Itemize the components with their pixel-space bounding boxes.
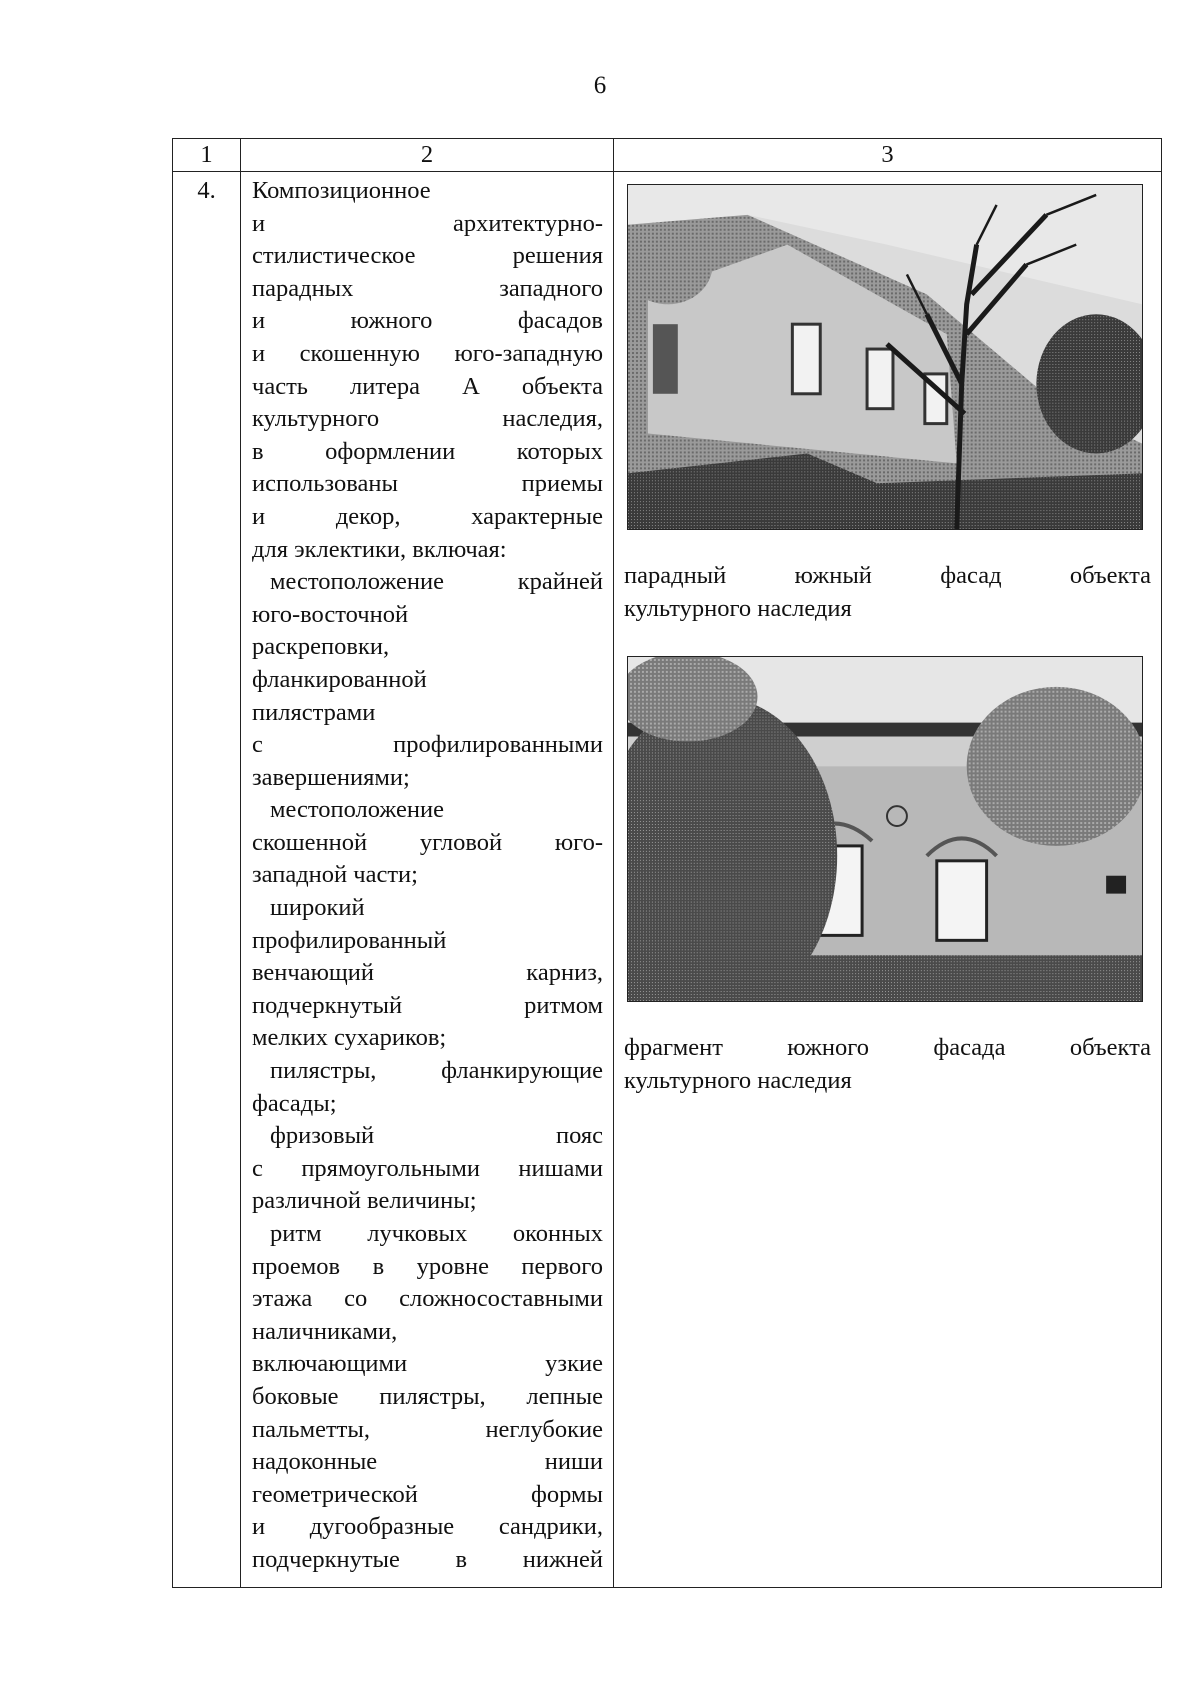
photo-south-facade <box>627 184 1143 530</box>
table-row <box>173 172 1162 1588</box>
criteria-line: использованы приемы <box>252 470 603 498</box>
criteria-line: юго-восточной <box>252 600 409 628</box>
photo-south-facade-fragment <box>627 656 1143 1002</box>
criteria-line: местоположение <box>270 796 444 824</box>
criteria-line: мелких сухариков; <box>252 1024 447 1052</box>
criteria-line: раскреповки, <box>252 633 390 661</box>
column-header-3: 3 <box>614 139 1162 172</box>
criteria-line: венчающий карниз, <box>252 959 603 987</box>
criteria-line: западной части; <box>252 861 418 889</box>
criteria-line: наличниками, <box>252 1317 398 1345</box>
caption-2-line-1: фрагмент южного фасада объекта <box>624 1034 1151 1062</box>
criteria-line: профилированный <box>252 926 447 954</box>
caption-2-line-2: культурного наследия <box>624 1066 852 1094</box>
criteria-line: и южного фасадов <box>252 307 603 335</box>
criteria-line: геометрической формы <box>252 1480 603 1508</box>
criteria-line: с прямоугольными нишами <box>252 1154 603 1182</box>
criteria-line: и дугообразные сандрики, <box>252 1513 603 1541</box>
criteria-line: Композиционное <box>252 177 431 204</box>
criteria-line: завершениями; <box>252 763 410 791</box>
criteria-line: местоположение крайней <box>270 568 603 596</box>
criteria-line: скошенной угловой юго- <box>252 828 603 856</box>
photo-caption-1 <box>624 560 1151 625</box>
criteria-line: и декор, характерные <box>252 502 603 530</box>
criteria-line: ритм лучковых оконных <box>270 1220 603 1247</box>
criteria-line: и архитектурно- <box>252 209 603 237</box>
criteria-line: стилистическое решения <box>252 242 603 270</box>
criteria-description <box>241 172 614 1588</box>
criteria-line: широкий <box>270 894 365 922</box>
criteria-line: в оформлении которых <box>252 437 603 465</box>
criteria-line: пилястрами <box>252 698 376 726</box>
criteria-line: для эклектики, включая: <box>252 535 507 563</box>
criteria-line: и скошенную юго-западную <box>252 339 603 367</box>
criteria-line: фланкированной <box>252 665 427 693</box>
criteria-line: парадных западного <box>252 274 603 302</box>
heritage-elements-table <box>172 138 1162 1588</box>
criteria-line: фасады; <box>252 1089 337 1117</box>
column-header-2: 2 <box>241 139 614 172</box>
caption-1-line-1: парадный южный фасад объекта <box>624 562 1151 589</box>
row-number: 4. <box>173 172 241 1588</box>
criteria-line: пилястры, фланкирующие <box>270 1057 603 1085</box>
photo-caption-2 <box>624 1032 1151 1097</box>
criteria-line: пальметты, неглубокие <box>252 1415 603 1443</box>
criteria-line: часть литера А объекта <box>252 372 603 400</box>
criteria-line: включающими узкие <box>252 1350 603 1378</box>
criteria-line: подчеркнутые в нижней <box>252 1545 603 1573</box>
table-header-row <box>173 139 1162 172</box>
criteria-line: надоконные ниши <box>252 1448 603 1476</box>
criteria-line: фризовый пояс <box>270 1122 603 1150</box>
page-number: 6 <box>593 72 607 99</box>
criteria-line: боковые пилястры, лепные <box>252 1382 603 1410</box>
criteria-line: с профилированными <box>252 731 603 759</box>
criteria-line: культурного наследия, <box>252 405 603 433</box>
criteria-line: проемов в уровне первого <box>252 1252 603 1280</box>
column-header-1: 1 <box>173 139 241 172</box>
criteria-line: этажа со сложносоставными <box>252 1285 603 1313</box>
photos-cell <box>614 172 1162 1588</box>
caption-1-line-2: культурного наследия <box>624 594 852 622</box>
criteria-line: подчеркнутый ритмом <box>252 991 603 1019</box>
criteria-line: различной величины; <box>252 1187 477 1215</box>
